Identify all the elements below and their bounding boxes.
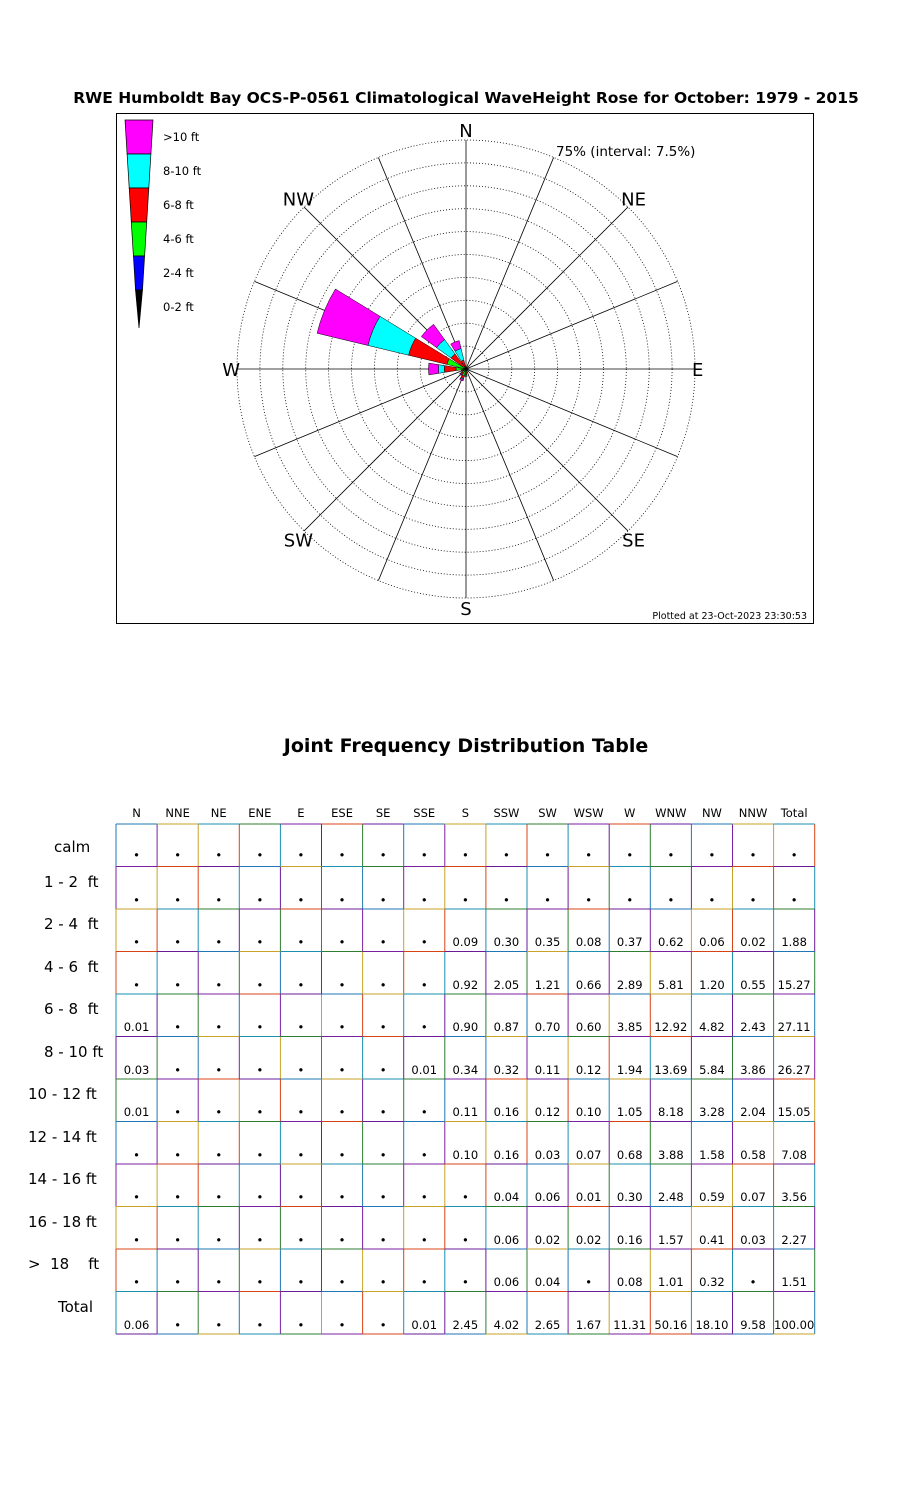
spoke-NE — [466, 207, 628, 369]
table-cell: 0.08 — [575, 935, 602, 949]
table-cell: • — [379, 1232, 387, 1247]
spoke-SE — [466, 369, 628, 531]
table-cell: 0.30 — [493, 935, 520, 949]
table-cell: • — [379, 1147, 387, 1162]
compass-label-E: E — [692, 360, 704, 381]
table-cell: • — [503, 848, 510, 862]
table-cell: 0.10 — [575, 1105, 602, 1119]
column-header: S — [461, 806, 469, 820]
legend-swatch-1 — [127, 154, 151, 188]
table-cell: 0.60 — [575, 1020, 602, 1034]
table-cell: • — [174, 1105, 182, 1119]
table-cell: • — [215, 935, 223, 949]
table-cell: 1.01 — [658, 1275, 684, 1289]
table-cell: 0.02 — [575, 1232, 602, 1247]
table-cell: • — [133, 1232, 140, 1247]
table-cell: • — [256, 935, 264, 949]
spoke-SW — [304, 369, 466, 531]
table-cell: • — [667, 892, 675, 907]
table-cell: • — [174, 977, 182, 992]
table-cell: • — [297, 1105, 305, 1119]
table-cell: • — [420, 892, 428, 907]
table-cell: • — [338, 1062, 346, 1077]
column-header: SSW — [493, 806, 520, 820]
table-cell: 0.07 — [575, 1147, 602, 1162]
table-cell: • — [256, 1062, 264, 1077]
joint-frequency-table — [0, 800, 900, 1340]
table-cell: 0.03 — [534, 1147, 561, 1162]
table-cell: 0.06 — [534, 1190, 561, 1204]
table-cell: 9.58 — [740, 1317, 766, 1332]
row-label: 4 - 6 ft — [44, 957, 99, 976]
table-cell: • — [256, 848, 264, 862]
table-cell: • — [256, 1275, 264, 1289]
table-cell: 0.04 — [534, 1275, 561, 1289]
table-cell: 0.16 — [493, 1105, 520, 1119]
table-cell: 0.62 — [658, 935, 684, 949]
table-cell: • — [790, 848, 798, 862]
column-header: WNW — [655, 806, 687, 820]
table-cell: 27.11 — [777, 1020, 811, 1034]
table-cell: 0.30 — [616, 1190, 643, 1204]
table-cell: • — [420, 1232, 428, 1247]
table-cell: • — [708, 892, 716, 907]
table-cell: • — [297, 1062, 305, 1077]
table-cell: • — [256, 1190, 264, 1204]
table-cell: • — [749, 848, 757, 862]
table-cell: • — [379, 848, 387, 862]
column-header: WSW — [573, 806, 604, 820]
table-cell: 0.32 — [699, 1275, 725, 1289]
legend-swatch-0 — [125, 120, 153, 154]
table-cell: 100.00 — [774, 1317, 815, 1332]
table-cell: • — [133, 1190, 140, 1204]
table-cell: • — [174, 1317, 182, 1332]
table-cell: 0.35 — [534, 935, 561, 949]
table-cell: 0.16 — [616, 1232, 643, 1247]
table-cell: • — [297, 1275, 305, 1289]
table-cell: • — [338, 1275, 346, 1289]
table-cell: • — [174, 935, 182, 949]
column-header: Total — [780, 806, 808, 820]
legend-swatch-5 — [136, 290, 143, 328]
table-cell: • — [379, 892, 387, 907]
table-cell: • — [297, 1232, 305, 1247]
table-cell: • — [338, 1317, 346, 1332]
table-cell: • — [708, 848, 716, 862]
column-header: ESE — [331, 806, 353, 820]
table-cell: • — [174, 1062, 182, 1077]
table-cell: 0.11 — [534, 1062, 561, 1077]
table-cell: • — [174, 848, 182, 862]
table-cell: 0.12 — [575, 1062, 602, 1077]
chart-title: RWE Humboldt Bay OCS-P-0561 Climatological WaveHeight Rose for October: 1979 - 2015 — [73, 89, 859, 107]
column-header: SSE — [413, 806, 436, 820]
table-cell: • — [420, 1105, 428, 1119]
table-cell: 12.92 — [654, 1020, 688, 1034]
legend-swatch-2 — [129, 188, 149, 222]
table-cell: 3.85 — [616, 1020, 643, 1034]
spoke-ESE — [466, 369, 678, 457]
table-cell: 0.58 — [740, 1147, 766, 1162]
table-cell: 0.02 — [740, 935, 766, 949]
column-header: SW — [538, 806, 557, 820]
table-cell: 0.11 — [452, 1105, 479, 1119]
table-cell: 0.87 — [493, 1020, 520, 1034]
table-cell: 50.16 — [654, 1317, 688, 1332]
table-cell: 1.21 — [534, 977, 561, 992]
table-title: Joint Frequency Distribution Table — [283, 735, 649, 757]
table-cell: 13.69 — [654, 1062, 688, 1077]
row-label: 2 - 4 ft — [44, 915, 99, 933]
table-cell: 1.51 — [781, 1275, 807, 1289]
table-cell: 0.01 — [411, 1062, 438, 1077]
table-cell: 2.48 — [658, 1190, 684, 1204]
table-cell: 1.94 — [616, 1062, 643, 1077]
table-cell: 1.67 — [575, 1317, 602, 1332]
table-cell: • — [133, 1147, 140, 1162]
table-cell: 0.06 — [699, 935, 725, 949]
table-cell: 1.88 — [781, 935, 807, 949]
table-cell: • — [297, 1020, 305, 1034]
table-cell: 0.59 — [699, 1190, 725, 1204]
legend-label-3: 4-6 ft — [163, 232, 194, 246]
table-cell: • — [338, 1020, 346, 1034]
column-header: W — [624, 806, 636, 820]
table-cell: • — [749, 1275, 757, 1289]
table-cell: • — [215, 1190, 223, 1204]
table-cell: 0.41 — [699, 1232, 725, 1247]
table-cell: 0.16 — [493, 1147, 520, 1162]
legend-label-5: 0-2 ft — [163, 300, 194, 314]
table-cell: • — [297, 1190, 305, 1204]
table-cell: 0.06 — [123, 1317, 150, 1332]
spoke-SSW — [378, 369, 466, 581]
compass-label-N: N — [459, 121, 473, 142]
table-cell: • — [338, 1147, 346, 1162]
wave-rose-svg — [117, 114, 813, 623]
row-label: calm — [54, 838, 91, 856]
table-cell: 1.05 — [616, 1105, 643, 1119]
column-header: ENE — [248, 806, 272, 820]
table-cell: • — [215, 848, 223, 862]
spoke-ENE — [466, 281, 678, 369]
table-cell: • — [585, 1275, 593, 1289]
table-cell: • — [790, 892, 798, 907]
table-cell: • — [297, 848, 305, 862]
table-cell: 0.08 — [616, 1275, 643, 1289]
table-cell: • — [215, 977, 223, 992]
table-cell: • — [544, 848, 551, 862]
table-cell: 2.45 — [452, 1317, 479, 1332]
table-cell: 5.84 — [699, 1062, 725, 1077]
row-label: 1 - 2 ft — [44, 872, 99, 891]
table-cell: • — [338, 935, 346, 949]
table-cell: • — [544, 892, 551, 907]
table-cell: 4.02 — [493, 1317, 520, 1332]
table-cell: • — [420, 935, 428, 949]
table-cell: 4.82 — [699, 1020, 725, 1034]
table-cell: 0.01 — [575, 1190, 602, 1204]
legend-label-2: 6-8 ft — [163, 198, 194, 212]
table-cell: 0.07 — [740, 1190, 766, 1204]
table-cell: • — [749, 892, 757, 907]
table-cell: 26.27 — [777, 1062, 811, 1077]
table-cell: 1.58 — [699, 1147, 725, 1162]
table-cell: 11.31 — [613, 1317, 647, 1332]
table-cell: 0.01 — [411, 1317, 438, 1332]
row-label: Total — [58, 1297, 94, 1316]
table-cell: • — [338, 848, 346, 862]
table-cell: 0.10 — [452, 1147, 479, 1162]
table-cell: 1.57 — [658, 1232, 684, 1247]
table-cell: • — [215, 1020, 223, 1034]
table-cell: • — [379, 1105, 387, 1119]
table-cell: • — [461, 892, 469, 907]
table-cell: • — [297, 892, 305, 907]
table-cell: • — [379, 1020, 387, 1034]
compass-label-W: W — [222, 360, 240, 381]
wave-rose-chart — [116, 113, 814, 624]
spoke-NNE — [466, 157, 554, 369]
petal-W-10ft — [428, 363, 438, 375]
row-label: 12 - 14 ft — [28, 1127, 97, 1146]
table-cell: • — [297, 1147, 305, 1162]
table-cell: • — [338, 892, 346, 907]
table-cell: 0.06 — [493, 1275, 520, 1289]
table-cell: • — [215, 1275, 223, 1289]
table-cell: • — [338, 977, 346, 992]
table-cell: • — [461, 848, 469, 862]
table-cell: • — [667, 848, 675, 862]
table-cell: • — [215, 1232, 223, 1247]
column-header: NNE — [165, 806, 190, 820]
table-cell: • — [215, 1147, 223, 1162]
table-cell: • — [256, 892, 264, 907]
table-cell: • — [256, 1232, 264, 1247]
petal-S-10ft — [465, 376, 467, 377]
table-cell: 0.37 — [616, 935, 643, 949]
table-cell: 15.27 — [777, 977, 811, 992]
table-cell: • — [215, 1062, 223, 1077]
table-cell: • — [256, 1317, 264, 1332]
table-cell: 0.01 — [123, 1105, 150, 1119]
table-cell: • — [461, 1275, 469, 1289]
table-cell: 5.81 — [658, 977, 684, 992]
table-cell: • — [420, 1190, 428, 1204]
column-header: NW — [701, 806, 722, 820]
table-cell: • — [133, 935, 140, 949]
table-cell: 0.55 — [740, 977, 766, 992]
table-cell: 3.28 — [699, 1105, 725, 1119]
table-cell: • — [379, 935, 387, 949]
table-cell: • — [626, 892, 634, 907]
table-cell: • — [461, 1232, 469, 1247]
table-cell: 2.65 — [534, 1317, 561, 1332]
table-cell: 3.56 — [781, 1190, 807, 1204]
table-cell: 0.70 — [534, 1020, 561, 1034]
column-header: NE — [210, 806, 227, 820]
table-cell: • — [379, 1062, 387, 1077]
table-cell: 2.89 — [616, 977, 643, 992]
table-cell: 0.90 — [452, 1020, 479, 1034]
table-cell: • — [133, 977, 140, 992]
row-label: 6 - 8 ft — [44, 1000, 99, 1018]
petal-WNW-10ft — [317, 289, 380, 345]
legend-swatch-3 — [131, 222, 146, 256]
compass-label-S: S — [460, 599, 472, 620]
column-header: NNW — [738, 806, 768, 820]
legend-label-1: 8-10 ft — [163, 164, 202, 178]
column-header: E — [297, 806, 305, 820]
compass-label-NW: NW — [282, 189, 315, 211]
column-header: N — [132, 806, 141, 820]
petal-W-68ft — [444, 366, 456, 373]
table-cell: • — [256, 1105, 264, 1119]
row-label: 14 - 16 ft — [28, 1170, 97, 1188]
table-cell: 15.05 — [777, 1105, 811, 1119]
table-cell: • — [461, 1190, 469, 1204]
compass-label-NE: NE — [621, 189, 647, 211]
petal-W-810ft — [438, 365, 444, 374]
table-cell: • — [379, 1275, 387, 1289]
table-cell: 0.68 — [616, 1147, 643, 1162]
table-cell: • — [379, 1317, 387, 1332]
table-cell: • — [256, 977, 264, 992]
table-cell: • — [503, 892, 510, 907]
table-cell: • — [379, 1190, 387, 1204]
row-label: > 18 ft — [28, 1255, 100, 1273]
table-cell: • — [585, 892, 593, 907]
table-cell: 3.86 — [740, 1062, 766, 1077]
table-cell: 0.01 — [123, 1020, 150, 1034]
table-cell: 0.02 — [534, 1232, 561, 1247]
legend-label-0: >10 ft — [163, 130, 200, 144]
row-label: 16 - 18 ft — [28, 1212, 97, 1231]
table-cell: 2.27 — [781, 1232, 807, 1247]
table-cell: • — [420, 977, 428, 992]
table-cell: 18.10 — [695, 1317, 729, 1332]
spoke-SSE — [466, 369, 554, 581]
table-cell: • — [133, 1275, 140, 1289]
table-cell: 7.08 — [781, 1147, 807, 1162]
table-cell: • — [174, 1275, 182, 1289]
column-header: SE — [375, 806, 391, 820]
table-cell: • — [338, 1232, 346, 1247]
table-cell: • — [420, 848, 428, 862]
table-cell: 8.18 — [658, 1105, 684, 1119]
row-label: 10 - 12 ft — [28, 1085, 97, 1103]
table-cell: • — [174, 1147, 182, 1162]
table-cell: 0.66 — [575, 977, 602, 992]
table-cell: • — [338, 1105, 346, 1119]
table-cell: 3.88 — [658, 1147, 684, 1162]
table-cell: 0.12 — [534, 1105, 561, 1119]
table-cell: • — [215, 892, 223, 907]
table-cell: 2.05 — [493, 977, 520, 992]
table-cell: • — [215, 1317, 223, 1332]
spoke-WSW — [254, 369, 466, 457]
row-label: 8 - 10 ft — [44, 1042, 104, 1061]
table-cell: 2.43 — [740, 1020, 766, 1034]
table-cell: • — [420, 1275, 428, 1289]
table-cell: • — [297, 935, 305, 949]
table-cell: • — [174, 1232, 182, 1247]
table-cell: 0.03 — [123, 1062, 150, 1077]
table-cell: 0.34 — [452, 1062, 479, 1077]
ring-scale-label: 75% (interval: 7.5%) — [556, 144, 696, 160]
table-cell: 0.04 — [493, 1190, 520, 1204]
table-cell: • — [338, 1190, 346, 1204]
table-cell: • — [585, 848, 593, 862]
table-cell: • — [174, 1020, 182, 1034]
compass-label-SW: SW — [283, 530, 314, 552]
table-cell: • — [420, 1147, 428, 1162]
table-cell: 0.03 — [740, 1232, 766, 1247]
legend-label-4: 2-4 ft — [163, 266, 194, 280]
table-cell: 0.92 — [452, 977, 479, 992]
compass-label-SE: SE — [622, 530, 645, 552]
table-cell: 1.20 — [699, 977, 725, 992]
table-cell: • — [215, 1105, 223, 1119]
table-cell: 2.04 — [740, 1105, 766, 1119]
table-cell: • — [297, 977, 305, 992]
table-cell: • — [297, 1317, 305, 1332]
table-cell: • — [174, 892, 182, 907]
table-cell: 0.06 — [493, 1232, 520, 1247]
table-cell: • — [420, 1020, 428, 1034]
legend-swatch-4 — [133, 256, 144, 290]
table-cell: 0.09 — [452, 935, 479, 949]
table-cell: • — [133, 848, 140, 862]
table-cell: • — [626, 848, 634, 862]
table-cell: • — [174, 1190, 182, 1204]
plotted-timestamp: Plotted at 23-Oct-2023 23:30:53 — [652, 611, 807, 622]
table-cell: 0.32 — [493, 1062, 520, 1077]
table-cell: • — [379, 977, 387, 992]
table-cell: • — [133, 892, 140, 907]
table-cell: • — [256, 1020, 264, 1034]
table-cell: • — [256, 1147, 264, 1162]
